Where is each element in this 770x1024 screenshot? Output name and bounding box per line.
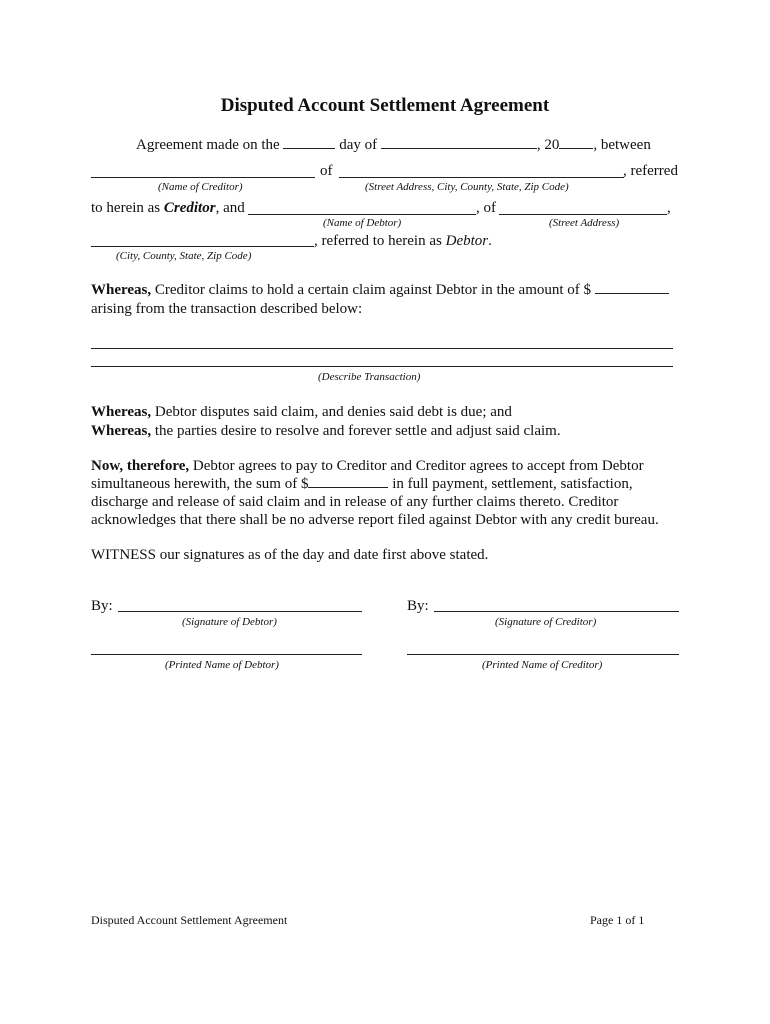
whereas-1-text: Creditor claims to hold a certain claim against Debtor in the amount of $: [154, 282, 592, 298]
debtor-signature-field[interactable]: [118, 611, 362, 612]
debtor-printed-name-field[interactable]: [91, 654, 362, 655]
now-therefore-label: Now, therefore,: [91, 458, 190, 474]
caption-name-of-debtor: (Name of Debtor): [323, 217, 402, 229]
now-therefore-text-2b: in full payment, settlement, satisfaction,: [392, 476, 633, 492]
footer-title: Disputed Account Settlement Agreement: [91, 913, 288, 927]
whereas-3-label: Whereas,: [91, 423, 152, 439]
whereas-2: [91, 403, 512, 421]
whereas-1: [91, 281, 669, 299]
whereas-2-text: Debtor disputes said claim, and denies said debt is due; and: [154, 404, 512, 420]
creditor-printed-name-field[interactable]: [407, 654, 679, 655]
caption-street-address: (Street Address): [549, 217, 620, 229]
intro-line-1: [136, 136, 651, 154]
caption-printed-debtor: (Printed Name of Debtor): [165, 659, 279, 671]
day-field[interactable]: [283, 136, 335, 149]
now-therefore-line-1: [91, 457, 644, 475]
whereas-3-text: the parties desire to resolve and forever settle and adjust said claim.: [154, 423, 561, 439]
whereas-1-label: Whereas,: [91, 282, 152, 298]
footer-page-number: Page 1 of 1: [590, 913, 645, 927]
year-prefix-text: , 20: [536, 137, 560, 153]
year-field[interactable]: [559, 136, 593, 149]
debtor-word: Debtor: [445, 233, 489, 249]
now-therefore-line-2: [91, 475, 633, 493]
period-text: .: [488, 233, 492, 249]
debtor-name-field[interactable]: [248, 214, 476, 215]
transaction-line-1[interactable]: [91, 348, 673, 349]
comma-text: ,: [667, 200, 671, 216]
now-therefore-text-2a: simultaneous herewith, the sum of $: [91, 476, 309, 492]
whereas-3: [91, 422, 561, 440]
caption-signature-debtor: (Signature of Debtor): [182, 616, 277, 628]
month-field[interactable]: [381, 136, 537, 149]
whereas-1-line2: arising from the transaction described below:: [91, 301, 363, 317]
intro-line-3: [91, 199, 245, 217]
witness-text: WITNESS our signatures as of the day and date first above stated.: [91, 547, 489, 563]
caption-creditor-address: (Street Address, City, County, State, Zip Code): [365, 181, 569, 193]
document-title: Disputed Account Settlement Agreement: [220, 95, 550, 116]
referred-as-text: , referred to herein as: [314, 233, 442, 249]
creditor-name-field[interactable]: [91, 177, 315, 178]
to-herein-text: to herein as: [91, 200, 161, 216]
of2-text: , of: [476, 200, 496, 216]
transaction-line-2[interactable]: [91, 366, 673, 367]
now-therefore-text-1: Debtor agrees to pay to Creditor and Creditor agrees to accept from Debtor: [192, 458, 644, 474]
between-text: , between: [593, 137, 651, 153]
day-of-text: day of: [339, 137, 378, 153]
claim-amount-field[interactable]: [595, 281, 669, 294]
by-debtor-label: By:: [91, 598, 113, 614]
intro-line-4: [314, 232, 492, 250]
whereas-2-label: Whereas,: [91, 404, 152, 420]
creditor-signature-field[interactable]: [434, 611, 679, 612]
and-text: , and: [215, 200, 245, 216]
creditor-word: Creditor: [163, 200, 216, 216]
debtor-street-field[interactable]: [499, 214, 667, 215]
debtor-city-field[interactable]: [91, 246, 314, 247]
caption-printed-creditor: (Printed Name of Creditor): [482, 659, 603, 671]
by-creditor-label: By:: [407, 598, 429, 614]
now-therefore-line-3: discharge and release of said claim and in release of any further claims thereto. Creditor: [91, 494, 619, 510]
of-text: of: [320, 163, 333, 179]
now-therefore-line-4: acknowledges that there shall be no adverse report filed against Debtor with any credit bureau.: [91, 512, 659, 528]
creditor-address-field[interactable]: [339, 177, 624, 178]
made-on-text: Agreement made on the: [136, 137, 280, 153]
caption-name-of-creditor: (Name of Creditor): [158, 181, 243, 193]
caption-describe-transaction: (Describe Transaction): [318, 371, 421, 383]
caption-signature-creditor: (Signature of Creditor): [495, 616, 597, 628]
caption-city-county: (City, County, State, Zip Code): [116, 250, 252, 262]
sum-field[interactable]: [308, 475, 388, 488]
referred-text: , referred: [623, 163, 678, 179]
